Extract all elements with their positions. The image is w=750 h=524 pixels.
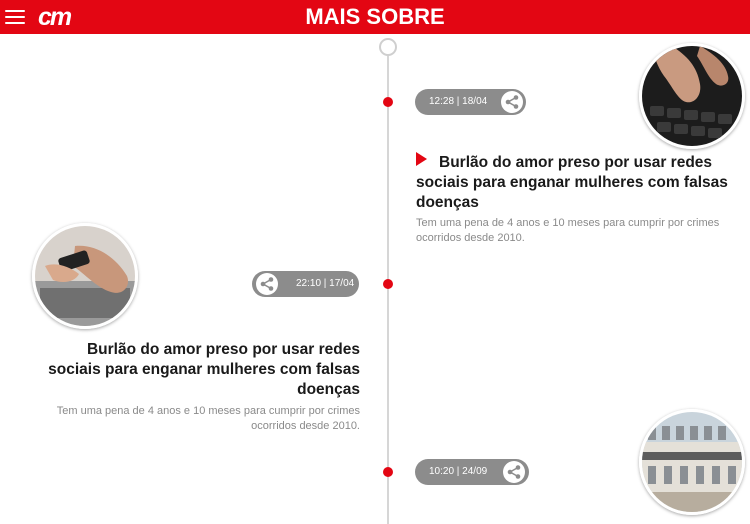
- share-icon[interactable]: [501, 91, 523, 113]
- article-thumbnail-smartphone[interactable]: [32, 223, 138, 329]
- article-thumbnail-building[interactable]: [639, 409, 745, 515]
- timeline-dot: [383, 279, 393, 289]
- share-icon[interactable]: [503, 461, 525, 483]
- article-thumbnail-keyboard[interactable]: [639, 43, 745, 149]
- time-pill: [415, 459, 529, 485]
- top-bar: [0, 0, 750, 34]
- timeline-line: [387, 54, 389, 524]
- share-icon[interactable]: [256, 273, 278, 295]
- timestamp: 22:10 | 17/04: [296, 278, 355, 289]
- timeline-dot: [383, 467, 393, 477]
- time-pill: [415, 89, 526, 115]
- page-title: MAIS SOBRE: [305, 4, 445, 29]
- article-headline[interactable]: Burlão do amor preso por usar redes sociais para enganar mulheres com falsas doenças: [416, 154, 728, 211]
- timestamp: 12:28 | 18/04: [429, 96, 488, 107]
- cm-logo[interactable]: cm: [38, 3, 71, 31]
- timeline-dot: [383, 97, 393, 107]
- timestamp: 10:20 | 24/09: [429, 466, 488, 477]
- article-headline[interactable]: Burlão do amor preso por usar redes sociais para enganar mulheres com falsas doenças: [48, 341, 360, 398]
- article-summary: Tem uma pena de 4 anos e 10 meses para cumprir por crimes ocorridos desde 2010.: [416, 217, 720, 244]
- article-summary: Tem uma pena de 4 anos e 10 meses para cumprir por crimes ocorridos desde 2010.: [56, 405, 360, 432]
- play-icon: [416, 152, 427, 166]
- time-pill: [252, 271, 359, 297]
- timeline-start-circle: [379, 38, 397, 56]
